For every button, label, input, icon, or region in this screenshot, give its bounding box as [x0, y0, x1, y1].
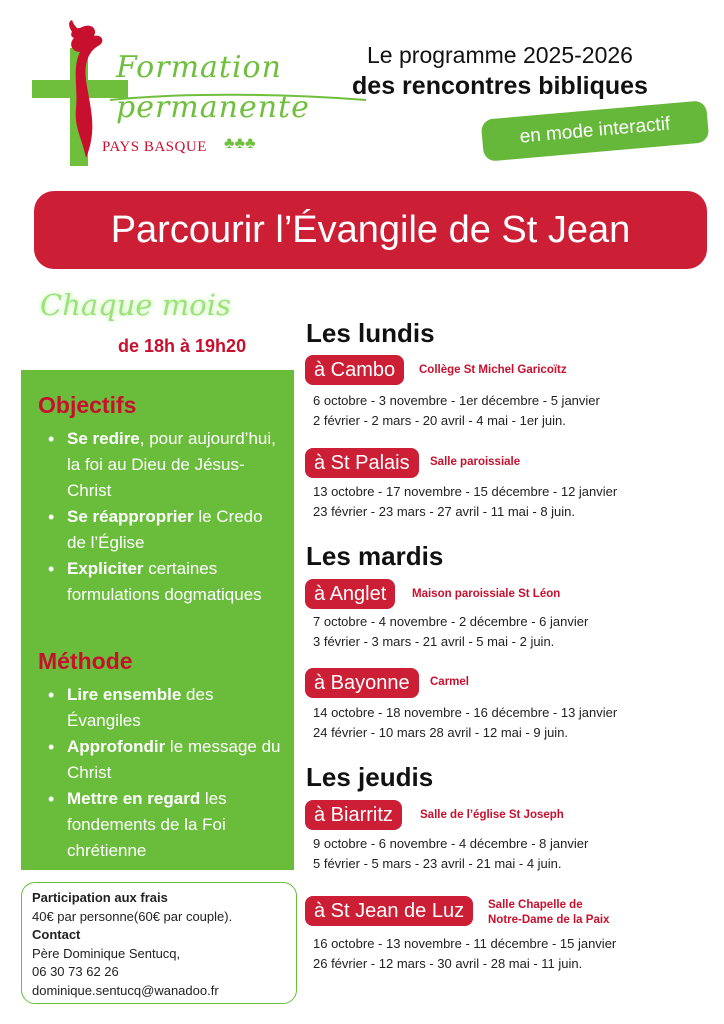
day-heading-lundis: Les lundis — [306, 318, 435, 348]
city-badge: à Cambo — [305, 355, 404, 385]
list-item: • Expliciter certaines formulations dogmatiques — [21, 556, 294, 608]
dates-line: 14 octobre - 18 novembre - 16 décembre - 13 janvier — [313, 705, 618, 720]
city-badge: à Anglet — [305, 579, 395, 609]
dates-line: 3 février - 3 mars - 21 avril - 5 mai - 2 juin. — [313, 633, 555, 649]
dates-line: 24 février - 10 mars 28 avril - 12 mai - 9 juin. — [313, 724, 569, 740]
contact-email[interactable]: dominique.sentucq@wanadoo.fr — [32, 982, 219, 998]
dates — [313, 703, 617, 742]
venue-label: Carmel — [430, 676, 469, 688]
objectifs-list — [21, 426, 294, 608]
city-badge: à Biarritz — [305, 800, 402, 830]
dates — [313, 834, 588, 873]
objectifs-heading: Objectifs — [38, 392, 137, 418]
logo-line-2: permanente — [116, 90, 310, 125]
contact-name: Père Dominique Sentucq, — [32, 945, 181, 961]
logo-line-1: Formation — [116, 50, 282, 85]
page-title: Parcourir l’Évangile de St Jean — [34, 191, 707, 269]
dates — [313, 391, 600, 430]
venue-label: Salle paroissiale — [430, 456, 521, 468]
venue-label — [488, 898, 609, 928]
list-item: • Se redire, pour aujourd’hui, la foi au Dieu de Jésus-Christ — [21, 426, 294, 504]
list-item: • Approfondir le message du Christ — [21, 734, 294, 786]
venue-label: Salle de l’église St Joseph — [420, 809, 564, 821]
venue-line: Notre-Dame de la Paix — [488, 914, 610, 926]
city-badge: à St Jean de Luz — [305, 896, 473, 926]
city-badge: à Bayonne — [305, 668, 419, 698]
methode-list — [21, 682, 294, 864]
day-heading-mardis: Les mardis — [306, 541, 444, 571]
list-item: • Lire ensemble des Évangiles — [21, 682, 294, 734]
venue-label: Collège St Michel Garicoïtz — [419, 364, 567, 376]
city-badge: à St Palais — [305, 448, 419, 478]
dates-line: 9 octobre - 6 novembre - 4 décembre - 8 janvier — [313, 836, 589, 851]
logo — [28, 18, 328, 168]
dates-line: 5 février - 5 mars - 23 avril - 21 mai - 4 juin. — [313, 855, 562, 871]
objectives-panel — [21, 370, 294, 870]
day-heading-jeudis: Les jeudis — [306, 762, 434, 792]
dates — [313, 934, 616, 973]
dates-line: 23 février - 23 mars - 27 avril - 11 mai - 8 juin. — [313, 503, 576, 519]
header-line-2: des rencontres bibliques — [352, 72, 648, 100]
contact-label: Contact — [32, 927, 81, 943]
dates-line: 2 février - 2 mars - 20 avril - 4 mai - 1er juin. — [313, 412, 566, 428]
header-line-1: Le programme 2025-2026 — [367, 42, 633, 68]
frequency-label: Chaque mois — [40, 288, 231, 322]
list-item: • Mettre en regard les fondements de la Foi chrétienne — [21, 786, 294, 864]
dates-line: 6 octobre - 3 novembre - 1er décembre - 5 janvier — [313, 393, 600, 408]
dates-line: 7 octobre - 4 novembre - 2 décembre - 6 janvier — [313, 614, 589, 629]
dates — [313, 482, 617, 521]
dates-line: 16 octobre - 13 novembre - 11 décembre - 15 janvier — [313, 936, 617, 951]
dates-line: 26 février - 12 mars - 30 avril - 28 mai - 11 juin. — [313, 955, 583, 971]
venue-line: Salle Chapelle de — [488, 899, 583, 911]
participation-value: 40€ par personne(60€ par couple). — [32, 908, 233, 924]
interactive-badge: en mode interactif — [481, 100, 710, 162]
dates-line: 13 octobre - 17 novembre - 15 décembre - 12 janvier — [313, 484, 618, 499]
participation-label: Participation aux frais — [32, 890, 168, 905]
time-label: de 18h à 19h20 — [118, 336, 247, 356]
clover-icon: ♣♣♣ — [224, 135, 256, 152]
contact-phone: 06 30 73 62 26 — [32, 964, 119, 980]
methode-heading: Méthode — [38, 648, 133, 674]
list-item: • Se réapproprier le Credo de l’Église — [21, 504, 294, 556]
logo-region: PAYS BASQUE — [102, 139, 207, 155]
venue-label: Maison paroissiale St Léon — [412, 588, 561, 600]
dates — [313, 612, 588, 651]
contact-box — [21, 882, 297, 1004]
